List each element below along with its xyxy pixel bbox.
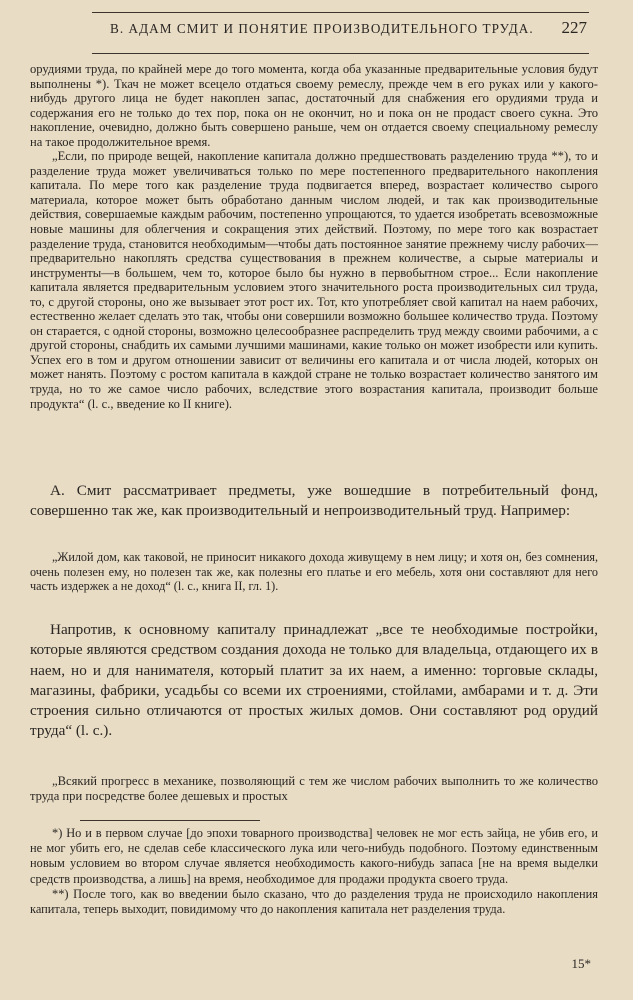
footnotes bbox=[30, 826, 598, 917]
body-paragraph: Напротив, к основному капиталу принадлежат „все те необходимые постройки, которые являются средством создания дохода не только для владельца, отдающего их в наем, но и для нанимателя, который платит за их наем, а именно: торговые склады, магазины, фабрики, усадьбы со всеми их строениями, стойлами, амбарами и т. д. Эти строения сильно отличаются от простых жилых домов. Они составляют род орудий труда“ (l. c.). bbox=[30, 621, 598, 740]
quote-paragraph: „Всякий прогресс в механике, позволяющий с тем же числом рабочих выполнить то же количество труда при посредстве более дешевых и простых bbox=[30, 774, 598, 803]
quote-paragraph: орудиями труда, по крайней мере до того момента, когда оба указанные предварительные условия будут выполнены *). Ткач не может всецело отдаться своему ремеслу, прежде чем в его руках или у какого-нибудь другого лица не будет накоплен запас, достаточный для снабжения его орудиями труда и содержания его не только до тех пор, пока он не окончит, но и пока он не продаст своего сукна. Это накопление, очевидно, должно быть совершено раньше, чем он отдается своему специальному ремеслу на такое продолжительное время. bbox=[30, 62, 598, 149]
running-title: В. АДАМ СМИТ И ПОНЯТИЕ ПРОИЗВОДИТЕЛЬНОГО ТРУДА. bbox=[110, 21, 534, 36]
footnote: *) Но и в первом случае [до эпохи товарного производства] человек не мог есть зайца, не убив его, и не мог убить его, не сделав себе классического лука или чего-нибудь подобного. Поэтому единственным новым условием во втором случае является необходимость какого-нибудь запаса [не на время выделки средств производства, а лишь] на время, необходимое для продажи продукта своего труда. bbox=[30, 826, 598, 886]
signature-mark: 15* bbox=[571, 956, 591, 971]
body-paragraph: А. Смит рассматривает предметы, уже вошедшие в потребительный фонд, совершенно так же, как производительный и непроизводительный труд. Например: bbox=[30, 482, 598, 520]
quote-paragraph: „Если, по природе вещей, накопление капитала должно предшествовать разделению труда **), то и разделение труда может увеличиваться только по мере постепенного предварительного накопления капитала. По мере того как разделение труда подвигается вперед, возрастает количество сырого материала, которое может быть обработано данным числом людей, и так как производительные действия, совершаемые каждым рабочим, постепенно упрощаются, то удается изобретать всевозможные новые машины для облегчения и сокращения этих действий. Поэтому, по мере того как возрастает разделение труда, становится необходимым—чтобы дать постоянное занятие прежнему числу рабочих—предварительно накоплять средства существования в прежнем количестве, а сырые материалы и инструменты—в большем, чем то, которое было бы нужно в первобытном строе... Если накопление капитала является предварительным условием этого значительного роста производительных сил труда, то, с другой стороны, оно же вызывает этот рост их. Тот, кто употребляет свой капитал на наем рабочих, естественно желает сделать это так, чтобы они совершили возможно большее количество труда. Поэтому он старается, с одной стороны, возможно целесообразнее распределить труд между своими рабочими, а с другой стороны, снабдить их самыми лучшими машинами, какие только он может изобрести или купить. Успех его в том и другом отношении зависит от величины его капитала и от числа людей, которых он может нанять. Поэтому с ростом капитала в каждой стране не только возрастает количество занятого им труда, но то же самое число рабочих, вследствие этого возрастания капитала, производит больше продукта“ (l. c., введение ко II книге). bbox=[30, 149, 598, 411]
main-paragraph-1 bbox=[30, 481, 598, 522]
footnote: **) После того, как во введении было сказано, что до разделения труда не происходило накопления капитала, теперь выходит, повидимому что до накопления капитала нет разделения труда. bbox=[30, 886, 598, 917]
main-paragraph-2 bbox=[30, 620, 598, 742]
quote-paragraph: „Жилой дом, как таковой, не приносит никакого дохода живущему в нем лицу; и хотя он, без сомнения, очень полезен ему, но полезен так же, как полезны его платье и его мебель, хотя они составляют для него часть издержек а не доход“ (l. c., книга II, гл. 1). bbox=[30, 550, 598, 594]
quote-block-3 bbox=[30, 774, 598, 803]
quote-block-1 bbox=[30, 62, 598, 411]
quote-block-2 bbox=[30, 550, 598, 594]
running-header bbox=[92, 12, 589, 54]
page-number: 227 bbox=[561, 18, 587, 37]
footnote-divider bbox=[80, 820, 260, 821]
